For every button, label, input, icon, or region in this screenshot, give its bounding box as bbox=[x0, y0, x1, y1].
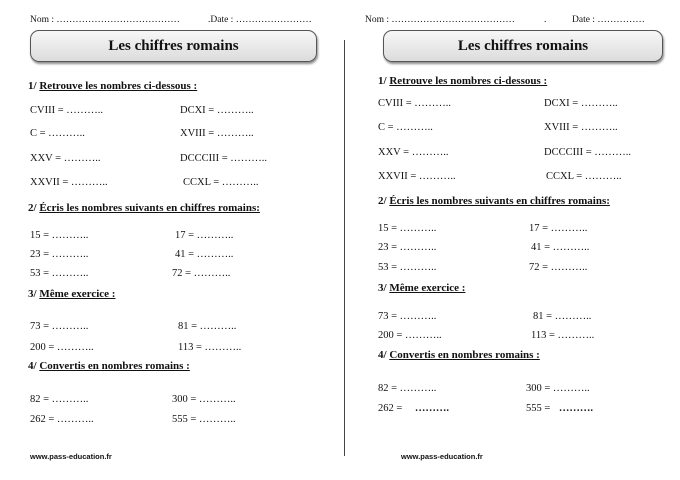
date-field-left: .Date : …………………… bbox=[208, 15, 312, 25]
section-4-heading bbox=[28, 360, 190, 372]
exercise-item: 300 = ……….. bbox=[526, 383, 590, 394]
page-title: Les chiffres romains bbox=[108, 38, 239, 54]
exercise-item: 200 = ……….. bbox=[378, 330, 442, 341]
exercise-item: DCXI = ……….. bbox=[180, 105, 254, 116]
exercise-item: CCXL = ……….. bbox=[183, 177, 259, 188]
exercise-item: 82 = ……….. bbox=[30, 394, 89, 405]
exercise-item: 82 = ……….. bbox=[378, 383, 437, 394]
exercise-item: C = ……….. bbox=[378, 122, 433, 133]
column-divider bbox=[344, 40, 345, 456]
section-number: 4/ bbox=[28, 360, 37, 372]
section-3-heading bbox=[28, 288, 115, 300]
item-label: 262 = bbox=[378, 403, 403, 414]
section-number: 3/ bbox=[28, 288, 37, 300]
exercise-item: 81 = ……….. bbox=[533, 311, 592, 322]
section-label: Écris les nombres suivants en chiffres romains: bbox=[39, 202, 260, 214]
exercise-item: XVIII = ……….. bbox=[180, 128, 254, 139]
section-label: Convertis en nombres romains : bbox=[389, 349, 540, 361]
section-label: Même exercice : bbox=[389, 282, 466, 294]
exercise-item: 15 = ……….. bbox=[378, 223, 437, 234]
section-number: 3/ bbox=[378, 282, 387, 294]
section-label: Écris les nombres suivants en chiffres romains: bbox=[389, 195, 610, 207]
section-1-heading bbox=[28, 80, 197, 92]
exercise-item: 53 = ……….. bbox=[30, 268, 89, 279]
exercise-item: 17 = ……….. bbox=[175, 230, 234, 241]
exercise-item: 17 = ……….. bbox=[529, 223, 588, 234]
exercise-item: XXVII = ……….. bbox=[378, 171, 456, 182]
exercise-item: 555 = ……….. bbox=[172, 414, 236, 425]
exercise-item: 262 = ……….. bbox=[30, 414, 94, 425]
section-label: Retrouve les nombres ci-dessous : bbox=[39, 80, 198, 92]
item-answer: ………. bbox=[558, 403, 594, 414]
exercise-item: CVIII = ……….. bbox=[30, 105, 103, 116]
exercise-item: 73 = ……….. bbox=[378, 311, 437, 322]
exercise-item bbox=[526, 403, 593, 414]
section-1-heading bbox=[378, 75, 547, 87]
exercise-item: XXVII = ……….. bbox=[30, 177, 108, 188]
section-label: Même exercice : bbox=[39, 288, 116, 300]
name-field-right: Nom : ………………………………… bbox=[365, 15, 515, 25]
section-number: 4/ bbox=[378, 349, 387, 361]
title-banner-left bbox=[30, 30, 317, 62]
section-number: 2/ bbox=[28, 202, 37, 214]
exercise-item: 73 = ……….. bbox=[30, 321, 89, 332]
section-3-heading bbox=[378, 282, 465, 294]
exercise-item: 113 = ……….. bbox=[178, 342, 242, 353]
title-banner-right bbox=[383, 30, 663, 62]
exercise-item: 53 = ……….. bbox=[378, 262, 437, 273]
exercise-item: XXV = ……….. bbox=[30, 153, 101, 164]
dot-separator: . bbox=[544, 15, 547, 25]
exercise-item: 113 = ……….. bbox=[531, 330, 595, 341]
exercise-item: 72 = ……….. bbox=[529, 262, 588, 273]
page-title: Les chiffres romains bbox=[457, 38, 589, 54]
section-2-heading bbox=[28, 202, 260, 214]
exercise-item: 23 = ……….. bbox=[378, 242, 437, 253]
date-field-right: Date : …………… bbox=[572, 15, 645, 25]
section-label: Convertis en nombres romains : bbox=[39, 360, 190, 372]
exercise-item: C = ……….. bbox=[30, 128, 85, 139]
exercise-item: 23 = ……….. bbox=[30, 249, 89, 260]
section-label: Retrouve les nombres ci-dessous : bbox=[389, 75, 548, 87]
section-number: 1/ bbox=[28, 80, 37, 92]
exercise-item: 41 = ……….. bbox=[175, 249, 234, 260]
exercise-item: 200 = ……….. bbox=[30, 342, 94, 353]
exercise-item: XXV = ……….. bbox=[378, 147, 449, 158]
exercise-item: 15 = ……….. bbox=[30, 230, 89, 241]
item-answer: ………. bbox=[414, 403, 450, 414]
exercise-item: CCXL = ……….. bbox=[546, 171, 622, 182]
exercise-item: DCCCIII = ……….. bbox=[544, 147, 632, 158]
section-2-heading bbox=[378, 195, 610, 207]
section-number: 2/ bbox=[378, 195, 387, 207]
section-number: 1/ bbox=[378, 75, 387, 87]
footer-url[interactable]: www.pass-education.fr bbox=[30, 452, 112, 461]
exercise-item: DCXI = ……….. bbox=[544, 98, 618, 109]
exercise-item: 81 = ……….. bbox=[178, 321, 237, 332]
exercise-item bbox=[378, 403, 449, 414]
exercise-item: XVIII = ……….. bbox=[544, 122, 618, 133]
exercise-item: 300 = ……….. bbox=[172, 394, 236, 405]
section-4-heading bbox=[378, 349, 540, 361]
footer-url[interactable]: www.pass-education.fr bbox=[401, 452, 483, 461]
item-label: 555 = bbox=[526, 403, 551, 414]
exercise-item: DCCCIII = ……….. bbox=[180, 153, 268, 164]
exercise-item: 72 = ……….. bbox=[172, 268, 231, 279]
exercise-item: 41 = ……….. bbox=[531, 242, 590, 253]
exercise-item: CVIII = ……….. bbox=[378, 98, 451, 109]
name-field-left: Nom : ………………………………… bbox=[30, 15, 180, 25]
